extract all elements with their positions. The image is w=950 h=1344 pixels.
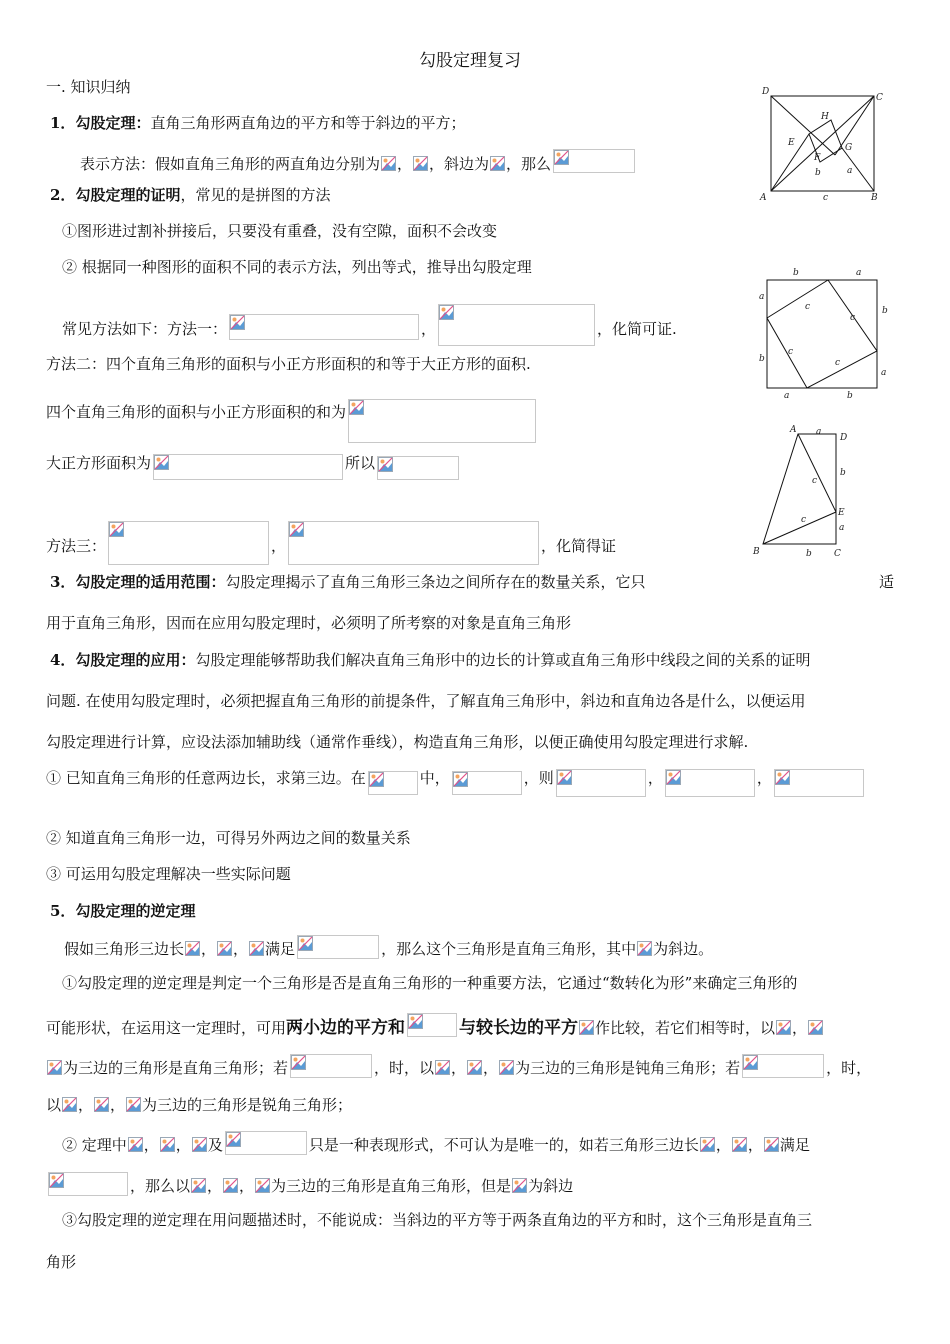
fig2-label: b [793, 268, 799, 278]
image-placeholder-icon [160, 1137, 175, 1152]
text: 为三边的三角形是直角三角形，但是 [271, 1177, 512, 1195]
item-1-formula-line [80, 149, 637, 174]
image-placeholder-icon [128, 1137, 143, 1152]
image-placeholder-icon [439, 305, 454, 320]
image-placeholder-icon [289, 522, 304, 537]
item-1-head: 勾股定理： [75, 114, 151, 132]
text: ， [78, 1096, 94, 1114]
item-3b: 用于直角三角形，因而在应用勾股定理时，必须明了所考察的对象是直角三角形 [46, 614, 572, 632]
method-2c [46, 453, 461, 480]
image-placeholder-icon [579, 1020, 594, 1035]
text: ，时， [826, 1059, 872, 1077]
item-4f: ③ 可运用勾股定理解决一些实际问题 [46, 865, 291, 883]
fig1-label: A [760, 193, 767, 203]
fig3-label: A [790, 425, 797, 435]
text: ， [792, 1019, 808, 1037]
fig2-label: c [850, 313, 856, 323]
item-2a: ①图形进过割补拼接后，只要没有重叠，没有空隙，面积不会改变 [62, 222, 498, 240]
formula-image-box [407, 1013, 457, 1037]
text: 中， [419, 769, 450, 787]
formula-image-box [742, 1054, 824, 1078]
fig3-label: b [840, 468, 846, 478]
text: ， [715, 1136, 731, 1154]
item-4c: 勾股定理进行计算，应设法添加辅助线（通常作垂线），构造直角三角形，以便正确使用勾股定理进行求解. [46, 733, 749, 751]
page-title: 勾股定理复习 [419, 51, 521, 71]
fig2-label: b [882, 306, 888, 316]
item-2-num: 2． [50, 186, 76, 204]
method-3 [46, 521, 616, 565]
text: ， [421, 320, 437, 338]
image-placeholder-icon [249, 941, 264, 956]
formula-image-box [297, 935, 379, 959]
text: ， [239, 1177, 255, 1195]
item-5f [62, 1131, 810, 1155]
fig2-label: a [759, 292, 765, 302]
item-1 [50, 113, 465, 133]
image-placeholder-icon [223, 1178, 238, 1193]
text: 作比较，若它们相等时，以 [595, 1019, 776, 1037]
fig1-label: D [762, 87, 770, 97]
text: ② 定理中 [62, 1136, 127, 1154]
image-placeholder-icon [512, 1178, 527, 1193]
image-placeholder-icon [369, 772, 384, 787]
item-3-tail: 适 [879, 573, 895, 591]
formula-image-box [153, 454, 343, 480]
item-5c [46, 1013, 824, 1038]
image-placeholder-icon [453, 772, 468, 787]
image-placeholder-icon [408, 1014, 423, 1029]
fig2-label: c [805, 302, 811, 312]
text: ， [175, 1136, 191, 1154]
text: 可能形状，在运用这一定理时，可用 [46, 1019, 287, 1037]
text: 为斜边 [528, 1177, 574, 1195]
text: 所以 [345, 454, 376, 472]
text: ，化简可证. [597, 320, 677, 338]
item-2-head: 勾股定理的证明 [75, 186, 181, 204]
text: ，斜边为 [429, 155, 490, 173]
method-1 [62, 304, 677, 346]
text: ， [397, 155, 413, 173]
text: ， [451, 1059, 467, 1077]
item-3-text: 勾股定理揭示了直角三角形三条边之间所存在的数量关系，它只 [225, 573, 646, 591]
image-placeholder-icon [47, 1060, 62, 1075]
item-4e: ② 知道直角三角形一边，可得另外两边之间的数量关系 [46, 829, 411, 847]
text: ，化简得证 [541, 537, 617, 555]
formula-image-box [108, 521, 269, 565]
image-placeholder-icon [192, 1137, 207, 1152]
item-4d [46, 768, 866, 797]
method-2: 方法二：四个直角三角形的面积与小正方形面积的和等于大正方形的面积. [46, 355, 531, 373]
item-1-num: 1． [50, 114, 76, 132]
formula-image-box [225, 1131, 307, 1155]
item-5 [50, 901, 195, 921]
item-2-text: ，常见的是拼图的方法 [180, 186, 331, 204]
item-4 [50, 650, 810, 670]
image-placeholder-icon [490, 156, 505, 171]
text: ， [233, 940, 249, 958]
item-2 [50, 185, 330, 205]
item-1-text: 直角三角形两直角边的平方和等于斜边的平方； [150, 114, 466, 132]
image-placeholder-icon [49, 1173, 64, 1188]
fig3-label: a [816, 427, 822, 437]
image-placeholder-icon [291, 1055, 306, 1070]
item-4-head: 勾股定理的应用： [75, 651, 196, 669]
image-placeholder-icon [554, 150, 569, 165]
image-placeholder-icon [413, 156, 428, 171]
image-placeholder-icon [637, 941, 652, 956]
figure-pythagoras-square-1 [756, 84, 886, 204]
fig1-label: H [821, 112, 829, 122]
text: 满足 [779, 1136, 810, 1154]
image-placeholder-icon [764, 1137, 779, 1152]
image-placeholder-icon [776, 1020, 791, 1035]
image-placeholder-icon [700, 1137, 715, 1152]
text: 大正方形面积为 [46, 454, 152, 472]
item-4-text: 勾股定理能够帮助我们解决直角三角形中的边长的计算或直角三角形中线段之间的关系的证明 [195, 651, 811, 669]
image-placeholder-icon [230, 315, 245, 330]
text: 及 [207, 1136, 223, 1154]
text: 以 [46, 1096, 62, 1114]
image-placeholder-icon [109, 522, 124, 537]
text: 四个直角三角形的面积与小正方形面积的和为 [46, 403, 347, 421]
item-3-num: 3． [50, 573, 76, 591]
text: ， [143, 1136, 159, 1154]
text: 假如三角形三边长 [64, 940, 185, 958]
fig2-label: b [759, 354, 765, 364]
image-placeholder-icon [126, 1097, 141, 1112]
item-3 [50, 572, 645, 592]
item-5b: ①勾股定理的逆定理是判定一个三角形是否是直角三角形的一种重要方法，它通过“数转化为形”来确定三角形的 [62, 974, 798, 992]
fig1-label: b [815, 168, 821, 178]
text: 两小边的平方和 [286, 1018, 406, 1038]
item-5i: 角形 [46, 1253, 77, 1271]
image-placeholder-icon [154, 455, 169, 470]
image-placeholder-icon [378, 457, 393, 472]
item-5a [64, 935, 713, 959]
image-placeholder-icon [743, 1055, 758, 1070]
fig1-label: c [823, 193, 829, 203]
image-placeholder-icon [467, 1060, 482, 1075]
text: ， [271, 537, 287, 555]
item-3-head: 勾股定理的适用范围： [75, 573, 226, 591]
formula-image-box [368, 771, 418, 795]
text: ， [483, 1059, 499, 1077]
formula-image-box [377, 456, 459, 480]
text: ① 已知直角三角形的任意两边长，求第三边。在 [46, 769, 366, 787]
text: 与较长边的平方 [459, 1018, 579, 1038]
formula-image-box [452, 771, 522, 795]
text: ， [207, 1177, 223, 1195]
image-placeholder-icon [381, 156, 396, 171]
fig3-label: a [839, 523, 845, 533]
item-5d [46, 1054, 871, 1078]
fig2-label: c [835, 358, 841, 368]
image-placeholder-icon [666, 770, 681, 785]
formula-image-box [288, 521, 539, 565]
text: 为三边的三角形是钝角三角形；若 [515, 1059, 741, 1077]
fig2-label: a [881, 368, 887, 378]
image-placeholder-icon [775, 770, 790, 785]
formula-image-box [556, 769, 646, 797]
fig2-label: a [856, 268, 862, 278]
fig1-label: C [876, 93, 883, 103]
text: ， [110, 1096, 126, 1114]
text: ， [201, 940, 217, 958]
item-4-num: 4． [50, 651, 76, 669]
formula-image-box [665, 769, 755, 797]
image-placeholder-icon [349, 400, 364, 415]
method-2b [46, 399, 538, 443]
formula-image-box [348, 399, 536, 443]
image-placeholder-icon [732, 1137, 747, 1152]
image-placeholder-icon [185, 941, 200, 956]
fig3-label: c [812, 476, 818, 486]
item-5e [46, 1095, 352, 1115]
fig3-label: E [838, 508, 845, 518]
fig1-label: E [788, 138, 795, 148]
formula-image-box [438, 304, 595, 346]
text: 常见方法如下：方法一： [62, 320, 228, 338]
text: 表示方法：假如直角三角形的两直角边分别为 [80, 155, 381, 173]
item-4b: 问题. 在使用勾股定理时，必须把握直角三角形的前提条件，了解直角三角形中，斜边和直角边各是什么，以便运用 [46, 692, 806, 710]
fig2-label: b [847, 391, 853, 401]
text: ，则 [523, 769, 554, 787]
image-placeholder-icon [435, 1060, 450, 1075]
formula-image-box [229, 314, 419, 340]
text: 满足 [265, 940, 296, 958]
fig1-label: a [847, 166, 853, 176]
text: 只是一种表现形式，不可认为是唯一的，如若三角形三边长 [308, 1136, 699, 1154]
image-placeholder-icon [557, 770, 572, 785]
text: 方法三： [46, 537, 107, 555]
image-placeholder-icon [191, 1178, 206, 1193]
formula-image-box [48, 1172, 128, 1196]
item-5h: ③勾股定理的逆定理在用问题描述时，不能说成：当斜边的平方等于两条直角边的平方和时，这个三角形是直角三 [62, 1211, 813, 1229]
fig3-label: c [801, 515, 807, 525]
fig1-label: F [814, 153, 821, 163]
image-placeholder-icon [255, 1178, 270, 1193]
section-heading: 一. 知识归纳 [46, 78, 131, 96]
text: 为三边的三角形是锐角三角形； [142, 1096, 353, 1114]
formula-image-box [290, 1054, 372, 1078]
figure-pythagoras-square-2 [755, 266, 890, 406]
fig2-label: c [788, 347, 794, 357]
image-placeholder-icon [499, 1060, 514, 1075]
formula-image-box [774, 769, 864, 797]
fig3-label: B [753, 547, 760, 557]
fig3-label: D [840, 433, 848, 443]
fig1-label: B [871, 193, 878, 203]
item-5g [46, 1172, 573, 1196]
item-2b: ② 根据同一种图形的面积不同的表示方法，列出等式，推导出勾股定理 [62, 258, 532, 276]
formula-image-box [553, 149, 635, 173]
item-5-num: 5． [50, 902, 76, 920]
text: 为三边的三角形是直角三角形；若 [63, 1059, 289, 1077]
text: ， [756, 769, 772, 787]
fig2-label: a [784, 391, 790, 401]
text: ，那么 [506, 155, 552, 173]
image-placeholder-icon [298, 936, 313, 951]
text: ，那么以 [130, 1177, 191, 1195]
fig3-label: b [806, 549, 812, 559]
item-5-head: 勾股定理的逆定理 [75, 902, 196, 920]
fig3-label: C [834, 549, 841, 559]
image-placeholder-icon [94, 1097, 109, 1112]
text: ， [647, 769, 663, 787]
image-placeholder-icon [62, 1097, 77, 1112]
image-placeholder-icon [808, 1020, 823, 1035]
text: ， [747, 1136, 763, 1154]
text: ，那么这个三角形是直角三角形，其中 [381, 940, 637, 958]
fig1-label: G [845, 143, 853, 153]
text: ，时，以 [374, 1059, 435, 1077]
figure-pythagoras-trapezoid [748, 420, 863, 565]
image-placeholder-icon [217, 941, 232, 956]
image-placeholder-icon [226, 1132, 241, 1147]
text: 为斜边。 [653, 940, 714, 958]
